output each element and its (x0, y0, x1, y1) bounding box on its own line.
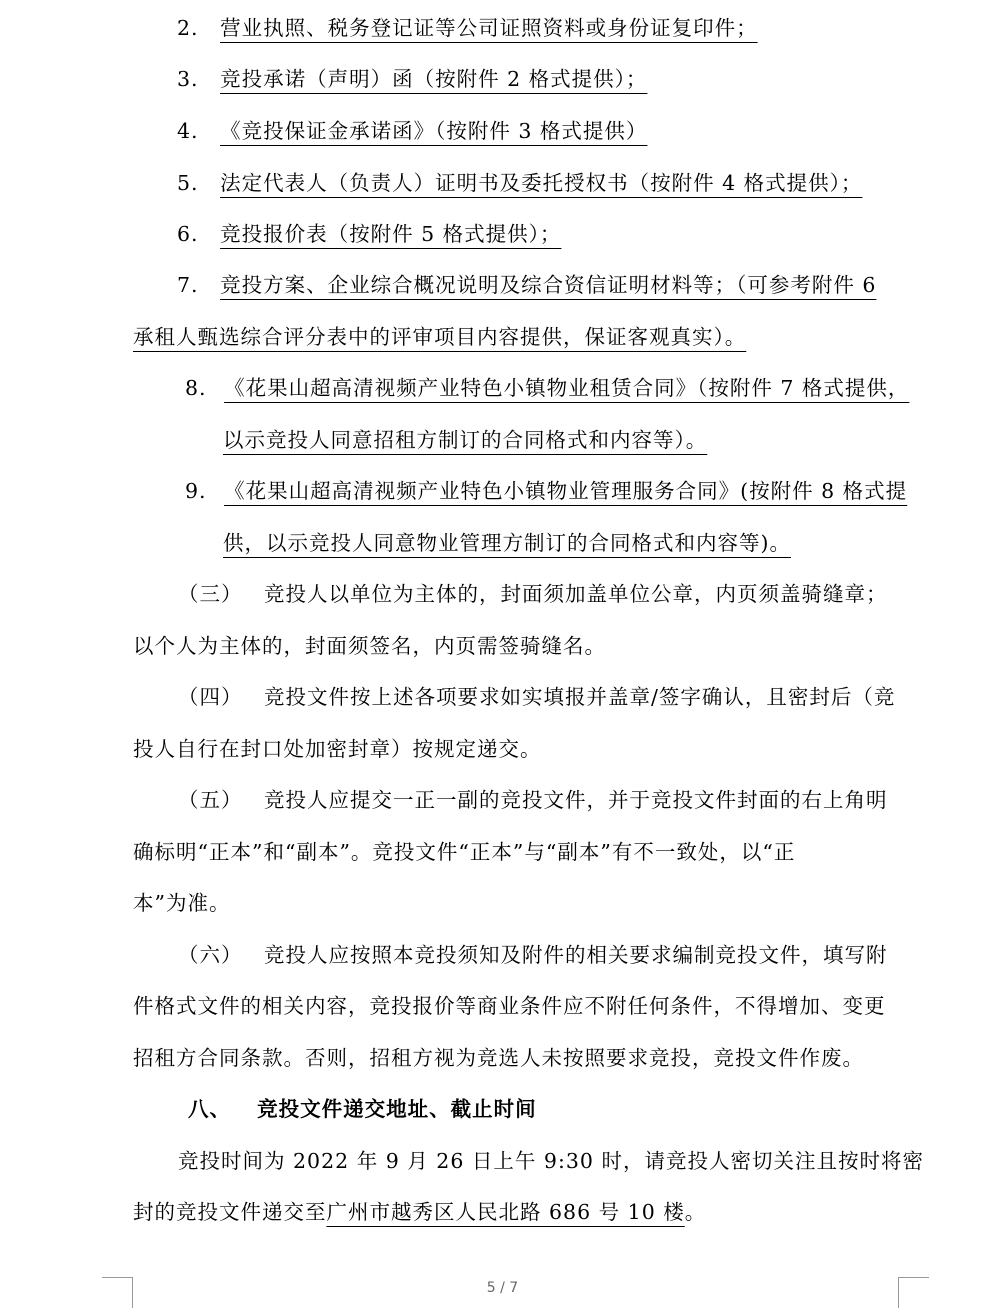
item-number: 7. (177, 273, 199, 297)
paragraph-text: 竞投人以单位为主体的，封面须加盖单位公章，内页须盖骑缝章； (264, 582, 888, 606)
list-item-8 (185, 375, 909, 401)
section-heading (188, 1096, 537, 1122)
closing-first-line: 竞投时间为 2022 年 9 月 26 日上午 9:30 时，请竞投人密切关注且按时将密 (178, 1149, 924, 1173)
paragraph-4-line: 投人自行在封口处加密封章）按规定递交。 (133, 737, 542, 761)
list-item-5 (177, 170, 862, 196)
item-number: 9. (185, 479, 207, 503)
item-number: 8. (185, 376, 207, 400)
item-text: 法定代表人（负责人）证明书及委托授权书（按附件 4 格式提供）； (220, 171, 863, 195)
paragraph-label: （四） (178, 685, 243, 709)
list-item-8-continuation: 以示竞投人同意招租方制订的合同格式和内容等）。 (223, 428, 708, 452)
item-number: 2. (177, 16, 199, 40)
paragraph-5-line: 本”为准。 (133, 891, 231, 915)
list-item-2 (177, 15, 758, 41)
item-text: 竞投报价表（按附件 5 格式提供）； (220, 222, 562, 246)
closing-text: 封的竞投文件递交至 (133, 1200, 327, 1224)
paragraph-3-first-line (178, 581, 888, 607)
paragraph-text: 竞投人应按照本竞投须知及附件的相关要求编制竞投文件，填写附 (264, 943, 888, 967)
item-number: 4. (177, 119, 199, 143)
item-number: 6. (177, 222, 199, 246)
item-text: 《花果山超高清视频产业特色小镇物业管理服务合同》(按附件 8 格式提 (224, 479, 908, 503)
paragraph-5-line: 确标明“正本”和“副本”。竞投文件“正本”与“副本”有不一致处，以“正 (133, 840, 796, 864)
list-item-3 (177, 66, 647, 92)
closing-second-line (133, 1199, 706, 1225)
closing-text-end: 。 (684, 1200, 707, 1224)
paragraph-6-line: 招租方合同条款。否则，招租方视为竞选人未按照要求竞投，竞投文件作废。 (133, 1046, 864, 1070)
list-item-7-continuation: 承租人甄选综合评分表中的评审项目内容提供，保证客观真实）。 (133, 325, 747, 349)
section-title: 竞投文件递交地址、截止时间 (257, 1097, 537, 1121)
item-number: 3. (177, 67, 199, 91)
paragraph-text: 竞投人应提交一正一副的竞投文件，并于竞投文件封面的右上角明 (264, 788, 888, 812)
list-item-4 (177, 118, 647, 144)
section-number: 八、 (188, 1097, 231, 1121)
list-item-9-continuation: 供，以示竞投人同意物业管理方制订的合同格式和内容等)。 (223, 531, 791, 555)
paragraph-5-first-line (178, 787, 888, 813)
paragraph-text: 竞投文件按上述各项要求如实填报并盖章/签字确认，且密封后（竞 (264, 685, 896, 709)
list-item-7 (177, 272, 876, 298)
paragraph-6-first-line (178, 942, 888, 968)
paragraph-3-line: 以个人为主体的，封面须签名，内页需签骑缝名。 (133, 634, 606, 658)
item-text: 竞投方案、企业综合概况说明及综合资信证明材料等；（可参考附件 6 (220, 273, 877, 297)
item-text: 《花果山超高清视频产业特色小镇物业租赁合同》（按附件 7 格式提供， (224, 376, 910, 400)
paragraph-label: （六） (178, 943, 243, 967)
paragraph-label: （三） (178, 582, 243, 606)
delivery-address: 广州市越秀区人民北路 686 号 10 楼 (326, 1200, 685, 1224)
item-text: 《竞投保证金承诺函》（按附件 3 格式提供） (220, 119, 648, 143)
paragraph-4-first-line (178, 684, 895, 710)
page-number: 5 / 7 (486, 1280, 519, 1296)
item-number: 5. (177, 171, 199, 195)
list-item-9 (185, 478, 907, 504)
list-item-6 (177, 221, 561, 247)
paragraph-6-line: 件格式文件的相关内容，竞投报价等商业条件应不附任何条件，不得增加、变更 (133, 994, 886, 1018)
paragraph-label: （五） (178, 788, 243, 812)
item-text: 竞投承诺（声明）函（按附件 2 格式提供）； (220, 67, 648, 91)
item-text: 营业执照、税务登记证等公司证照资料或身份证复印件； (220, 16, 758, 40)
